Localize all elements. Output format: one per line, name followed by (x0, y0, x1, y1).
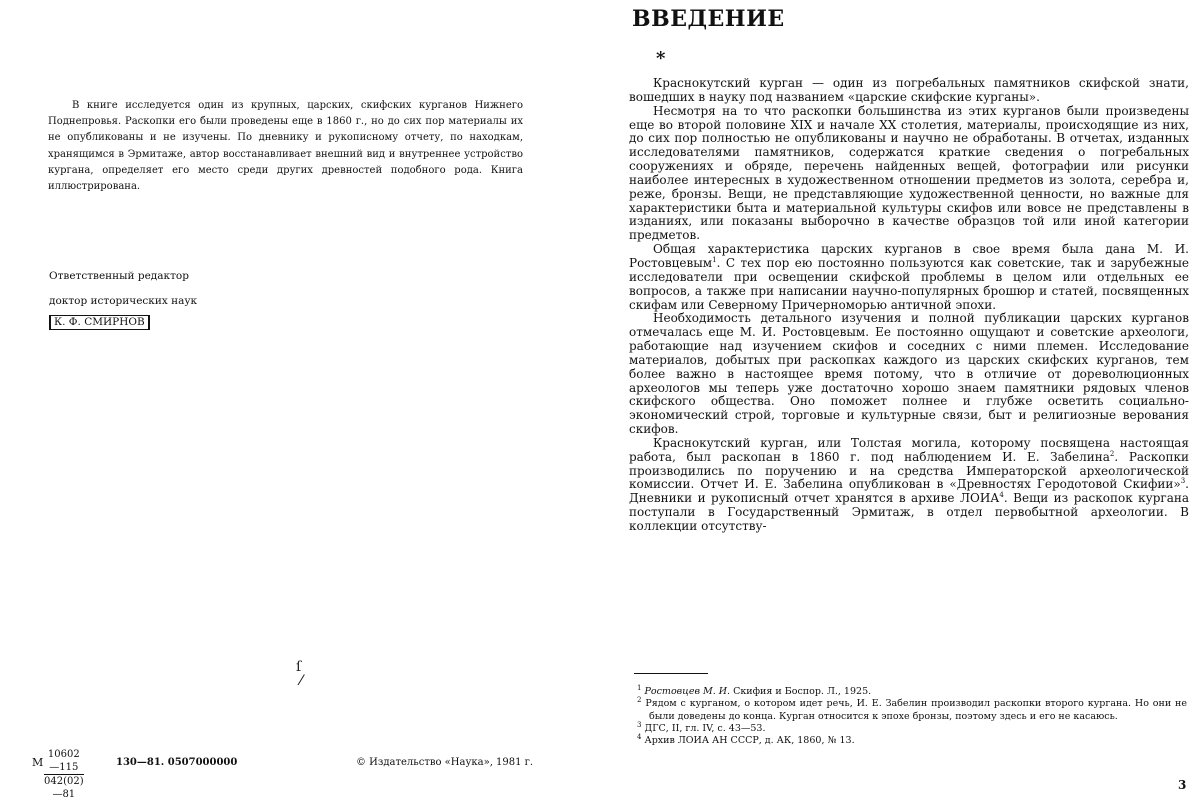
footnote-ref[interactable]: 3 (1180, 477, 1186, 486)
footnote: $^1$ Ростовцев М. И. Скифия и Боспор. Л., 1925. (637, 683, 872, 697)
copyright-notice: © Издательство «Наука», 1981 г. (356, 757, 534, 768)
footnote: $^2$ Рядом с курганом, о котором идет речь, И. Е. Забелин производил раскопки второго кургана. Но они не были доведены до конца. Курган относится к эпохе бронзы, поэтому здесь и его не касаюсь. (637, 696, 1187, 722)
editor-degree: доктор исторических наук (49, 295, 198, 307)
paragraph: Краснокутский курган — один из погребальных памятников скифской знати, вошедших в науку под названием «царские скифские курганы». (629, 76, 1189, 104)
introduction-text (629, 77, 1189, 534)
editor-name: К. Ф. СМИРНОВ (49, 315, 150, 330)
imprint-denominator: 042(02)—81 (44, 776, 84, 800)
ink-marks: ſ ⁄ (296, 659, 303, 689)
footnote-ref[interactable]: 2 (1109, 449, 1115, 458)
footnotes (635, 683, 1187, 747)
footnote: $^3$ ДГС, II, гл. IV, с. 43—53. (637, 720, 766, 734)
paragraph: Несмотря на то что раскопки большинства из этих курганов были произведены еще во второй половине XIX и начале XX столетия, материалы, происходящие из них, до сих пор полностью не опубликованы и научно не обработаны. В отчетах, изданных исследователями памятников, содержатся краткие сведения о погребальных сооружениях и обряде, перечень найденных вещей, фотографии или рисунки наиболее интересных в художественном отношении предметов из золота, серебра и, реже, бронзы. Вещи, не представляющие художественной ценности, но важные для характеристики быта и материальной культуры скифов или вовсе не представлены в изданиях, или показаны выборочно в качестве образцов той или иной категории предметов. (629, 103, 1189, 243)
editor-credits (49, 268, 197, 330)
imprint-codes: 130—81. 0507000000 (116, 757, 238, 768)
footnote: $^4$ Архив ЛОИА АН СССР, д. АК, 1860, № 13. (637, 733, 855, 747)
footnote-ref[interactable]: 4 (999, 491, 1004, 500)
paragraph: Краснокутский курган, или Толстая могила, которому посвящена настоящая работа, был раскопан в 1860 г. под наблюдением И. Е. Забелина$^2$. Раскопки производились по поручению и на средства Императорской археологической комиссии. Отчет И. Е. Забелина опубликован в «Древностях Геродотовой Скифии»$^3$. Дневники и рукописный отчет хранятся в архиве ЛОИА$^4$. Вещи из раскопок кургана поступали в Государственный Эрмитаж, в отдел первобытной археологии. В коллекции отсутству- (629, 435, 1190, 533)
imprint-prefix: М (32, 756, 44, 769)
asterisk-ornament: * (656, 48, 666, 69)
page-number: 3 (1178, 778, 1187, 792)
right-page (600, 0, 1200, 811)
book-annotation: В книге исследуется один из крупных, царских, скифских курганов Нижнего Поднепровья. Раскопки его были проведены еще в 1860 г., но до сих пор материалы их не опубликованы и не изучены. По дневнику и рукописному отчету, по находкам, хранящимся в Эрмитаже, автор восстанавливает внешний вид и внутреннее устройство кургана, определяет его место среди других древностей подобного рода. Книга иллюстрирована. (48, 100, 523, 193)
editor-role: Ответственный редактор (49, 270, 189, 282)
footnote-divider (634, 673, 708, 674)
imprint-numerator: 10602—115 (44, 748, 84, 775)
section-title: ВВЕДЕНИЕ (632, 6, 785, 32)
paragraph: Необходимость детального изучения и полной публикации царских курганов отмечалась еще М. И. Ростовцевым. Ее постоянно ощущают и советские археологи, работающие над изучением скифов и соседних с ними племен. Исследование материалов, добытых при раскопках каждого из царских скифских курганов, тем более важно в настоящее время потому, что в отличие от дореволюционных археологов мы теперь уже достаточно хорошо знаем памятники рядовых членов скифского общества. Оно поможет полнее и глубже осветить социально-экономический строй, торговые и культурные связи, быт и религиозные верования скифов. (629, 311, 1189, 437)
paragraph: Общая характеристика царских курганов в свое время была дана М. И. Ростовцевым$^1$. С тех пор ею постоянно пользуются как советские, так и зарубежные исследователи при освещении скифской проблемы в целом или отдельных ее вопросов, а также при написании научно-популярных брошюр и статей, посвященных скифам или Северному Причерноморью античной эпохи. (629, 242, 1189, 312)
footnote-ref[interactable]: 1 (712, 255, 717, 264)
imprint-fraction (44, 748, 84, 801)
